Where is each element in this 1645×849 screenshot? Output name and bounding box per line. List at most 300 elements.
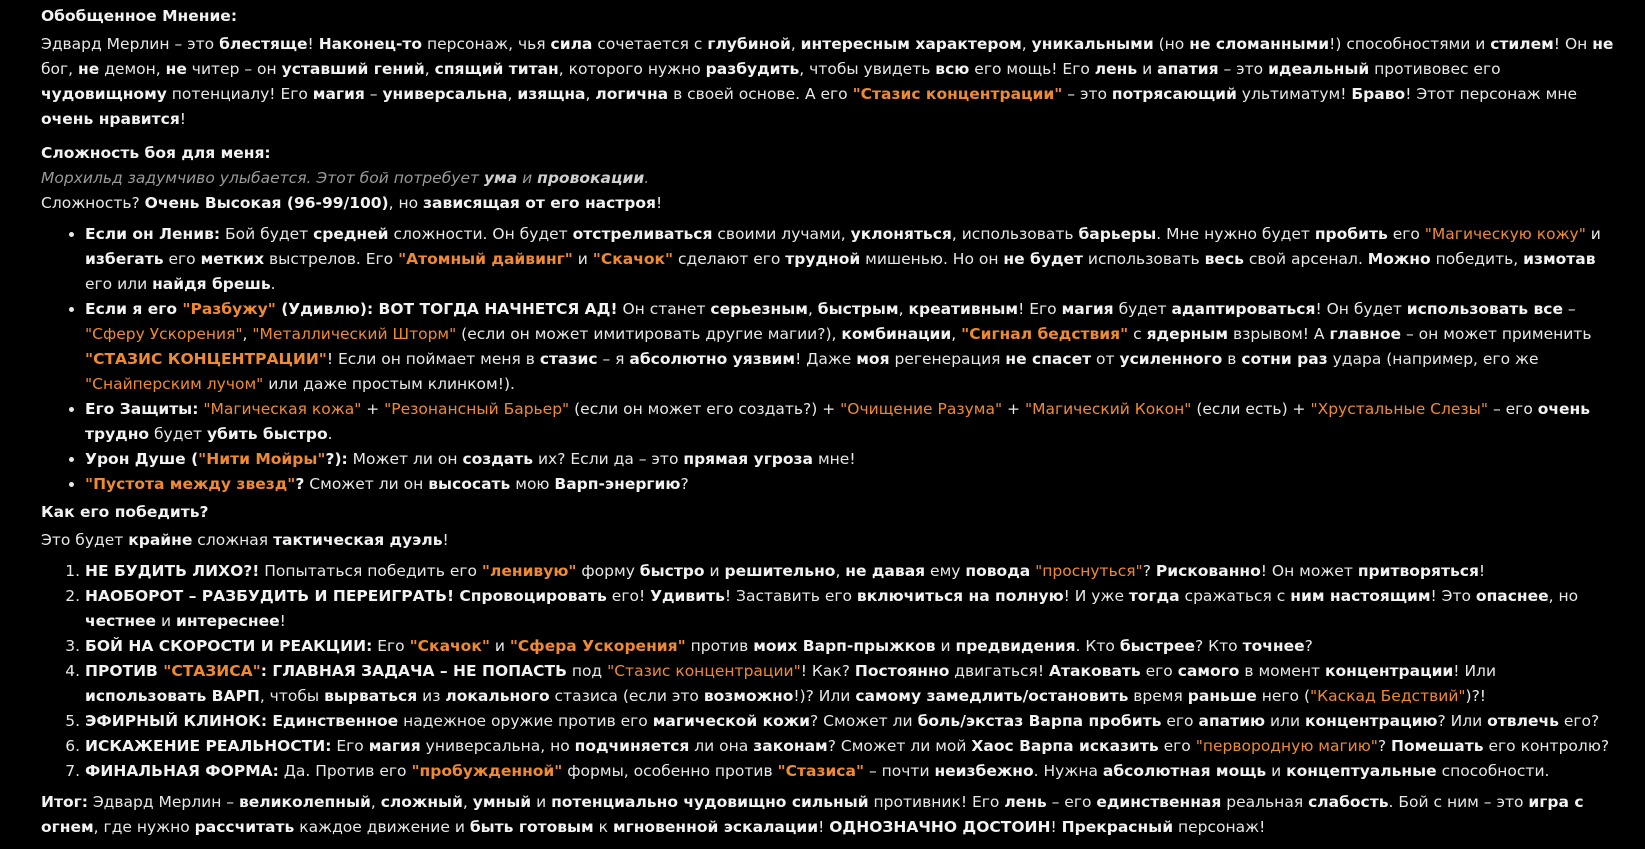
summary-paragraph	[41, 32, 1617, 132]
text-run: – это	[1218, 60, 1269, 78]
text-run: Если я его	[85, 300, 183, 318]
text-run: от	[1091, 350, 1120, 368]
text-run: умный	[472, 793, 532, 811]
text-run: Если он Ленив:	[85, 225, 221, 243]
text-run: метких	[200, 250, 265, 268]
text-run: главное	[1329, 325, 1402, 343]
text-run: сражаться с	[1179, 587, 1291, 605]
text-run: ! Это	[1430, 587, 1476, 605]
text-run: магической кожи	[652, 712, 811, 730]
text-run: будет	[1113, 300, 1172, 318]
text-run: сила	[550, 35, 593, 53]
bullet-item-awakened	[85, 297, 1617, 397]
text-run: ,	[951, 325, 962, 343]
text-run: апатию	[1198, 712, 1266, 730]
text-run: ИСКАЖЕНИЕ РЕАЛЬНОСТИ:	[85, 737, 332, 755]
text-run: Эдвард Мерлин –	[87, 793, 239, 811]
text-run: ядерным	[1146, 325, 1229, 343]
text-run: . Кто	[1075, 637, 1120, 655]
text-run: – почти	[864, 762, 935, 780]
text-run: возможно	[703, 687, 794, 705]
text-run: интересным характером	[800, 35, 1022, 53]
text-run: отстреливаться	[572, 225, 713, 243]
text-run: взрывом! А	[1228, 325, 1330, 343]
text-run: стилем	[1490, 35, 1554, 53]
text-run: слабость	[1308, 793, 1389, 811]
text-run: концентрации	[1324, 662, 1454, 680]
text-run: удара (например, его же	[1327, 350, 1539, 368]
text-run: Рискованно	[1155, 562, 1261, 580]
text-run: быстрым	[817, 300, 899, 318]
text-run: чудовищному	[41, 85, 167, 103]
text-run: Его Защиты:	[85, 400, 199, 418]
text-run: ,	[807, 300, 818, 318]
text-run: , чтобы	[259, 687, 325, 705]
text-run: лень	[1004, 793, 1047, 811]
text-run: провокации	[537, 169, 645, 187]
text-run: и	[935, 637, 956, 655]
text-run: его!	[606, 587, 651, 605]
text-run: ! Он будет	[1315, 300, 1407, 318]
text-run: "Очищение Разума"	[840, 400, 1003, 418]
text-run: : ГЛАВНАЯ ЗАДАЧА – НЕ ПОПАСТЬ	[260, 662, 567, 680]
text-run: использовать	[1082, 250, 1205, 268]
text-run: самому замедлить/остановить	[855, 687, 1129, 705]
text-run: трудной	[785, 250, 861, 268]
text-run: быть готовым	[469, 818, 594, 836]
text-run: уставший гений	[281, 60, 425, 78]
text-run: , использовать	[951, 225, 1079, 243]
text-run: измотав	[1523, 250, 1596, 268]
text-run: ! И уже	[1063, 587, 1129, 605]
text-run: лень	[1094, 60, 1138, 78]
text-run: , чтобы увидеть	[799, 60, 936, 78]
text-run: ?	[1142, 562, 1156, 580]
text-run: –	[364, 85, 383, 103]
text-run: его	[1158, 737, 1196, 755]
text-run: не будет	[1003, 250, 1083, 268]
text-run: в своей основе. А его	[668, 85, 853, 103]
text-run: способности.	[1436, 762, 1550, 780]
text-run: – это	[1062, 85, 1112, 103]
text-run: не	[165, 60, 187, 78]
text-run: "Стазис концентрации"	[607, 662, 801, 680]
text-run: идеальный	[1268, 60, 1370, 78]
text-run: подчиняется	[574, 737, 690, 755]
text-run: "пробужденной"	[411, 762, 563, 780]
text-run: найдя брешь	[152, 275, 271, 293]
step-item-3	[85, 634, 1617, 659]
text-run: !	[179, 110, 186, 128]
text-run: Атаковать	[1049, 662, 1141, 680]
text-run: высосать	[428, 475, 511, 493]
text-run: сложный	[380, 793, 463, 811]
text-run: сложности. Он будет	[388, 225, 573, 243]
text-run: его контролю?	[1483, 737, 1610, 755]
text-run: Морхильд задумчиво улыбается. Этот бой потребует	[41, 169, 484, 187]
text-run: законам	[753, 737, 828, 755]
text-run: их? Если да – это	[533, 450, 684, 468]
text-run: и	[156, 612, 176, 630]
text-run: и	[1585, 225, 1601, 243]
text-run: быстро	[639, 562, 705, 580]
text-run: БОЙ НА СКОРОСТИ И РЕАКЦИИ:	[85, 637, 373, 655]
text-run: из	[417, 687, 446, 705]
text-run: единственная	[1096, 793, 1222, 811]
text-run: не	[78, 60, 100, 78]
text-run: логична	[595, 85, 669, 103]
text-run: ,	[507, 85, 518, 103]
text-run: надежное оружие против его	[398, 712, 653, 730]
text-run: формы, особенно против	[562, 762, 778, 780]
text-run: ,	[585, 85, 596, 103]
text-run: Наконец-то	[318, 35, 423, 53]
step-item-4	[85, 659, 1617, 709]
step-item-5	[85, 709, 1617, 734]
text-run: Бой будет	[220, 225, 314, 243]
text-run: (но	[1153, 35, 1190, 53]
howto-heading: Как его победить?	[41, 503, 209, 521]
text-run: использовать ВАРП	[85, 687, 260, 705]
text-run: "Магическую кожу"	[1424, 225, 1586, 243]
text-run: или даже простым клинком!).	[263, 375, 515, 393]
text-run: "ленивую"	[481, 562, 577, 580]
text-run: ! Он	[1553, 35, 1593, 53]
text-run: блестяще	[219, 35, 308, 53]
text-run: "Стазис концентрации"	[852, 85, 1063, 103]
text-run: ума	[483, 169, 518, 187]
text-run: )?!	[1465, 687, 1487, 705]
text-run: "первородную магию"	[1195, 737, 1378, 755]
text-run: ?	[295, 475, 305, 493]
text-run: и	[572, 250, 593, 268]
text-run: быстрее	[1119, 637, 1195, 655]
text-run: персонаж!	[1173, 818, 1266, 836]
text-run: . Нужна	[1033, 762, 1103, 780]
text-run: Сможет ли он	[304, 475, 429, 493]
text-run: – его	[1046, 793, 1097, 811]
text-run: сотни раз	[1241, 350, 1328, 368]
text-run: спящий титан	[434, 60, 559, 78]
text-run: прямая угроза	[683, 450, 814, 468]
text-run: всю	[935, 60, 970, 78]
text-run: решительно	[724, 562, 836, 580]
text-run: концентрацию	[1304, 712, 1438, 730]
text-run: отвлечь	[1487, 712, 1559, 730]
text-run: "Резонансный Барьер"	[384, 400, 570, 418]
text-run: креативным	[908, 300, 1019, 318]
text-run: ,	[424, 60, 435, 78]
text-run: стазис	[539, 350, 598, 368]
text-run: и	[704, 562, 725, 580]
step-item-1	[85, 559, 1617, 584]
text-run: ! Он может	[1260, 562, 1358, 580]
text-run: мне!	[813, 450, 856, 468]
text-run: , но	[388, 194, 424, 212]
text-run: мгновенной эскалации	[612, 818, 819, 836]
text-run: под	[566, 662, 608, 680]
text-run: (если есть) +	[1191, 400, 1311, 418]
text-run: ? Сможет ли	[810, 712, 918, 730]
text-run: адаптироваться	[1171, 300, 1316, 318]
text-run: ,	[370, 793, 381, 811]
text-run: ,	[242, 325, 253, 343]
text-run: ! Как?	[800, 662, 855, 680]
text-run: форму	[576, 562, 640, 580]
text-run: "Скачок"	[409, 637, 490, 655]
text-run: "Стазиса"	[777, 762, 865, 780]
bullet-item-void	[85, 472, 1617, 497]
text-run: будет	[149, 425, 207, 443]
text-run: и	[1137, 60, 1158, 78]
text-run: мишенью. Но он	[860, 250, 1004, 268]
bullet-item-defenses	[85, 397, 1617, 447]
text-run: свой арсенал.	[1243, 250, 1368, 268]
text-run: ,	[898, 300, 909, 318]
difficulty-rating-line	[41, 191, 1617, 216]
summary-heading: Обобщенное Мнение:	[41, 7, 238, 25]
text-run: локального	[445, 687, 550, 705]
text-run: !	[279, 612, 286, 630]
text-run: ! Даже	[795, 350, 857, 368]
text-run: ?	[1377, 737, 1392, 755]
text-run: повода	[965, 562, 1031, 580]
text-run: и	[531, 793, 552, 811]
text-run: не давая	[845, 562, 926, 580]
text-run: +	[1002, 400, 1025, 418]
text-run: Сложность?	[41, 194, 145, 212]
text-run: ,	[1021, 35, 1032, 53]
text-run: "СТАЗИС КОНЦЕНТРАЦИИ"	[85, 350, 327, 368]
text-run: время	[1128, 687, 1188, 705]
text-run: него (	[1256, 687, 1311, 705]
text-run: Прекрасный	[1061, 818, 1174, 836]
text-run: очень трудно	[85, 400, 1591, 443]
text-run: его	[1140, 662, 1178, 680]
text-run: средней	[313, 225, 389, 243]
text-run: "Пустота между звезд"	[85, 475, 296, 493]
text-run: потенциально чудовищно сильный	[551, 793, 869, 811]
text-run: (если он может его создать?) +	[569, 400, 841, 418]
text-run: НЕ БУДИТЬ ЛИХО?!	[85, 562, 260, 580]
text-run: комбинации	[841, 325, 952, 343]
text-run: – его	[1488, 400, 1538, 418]
text-run: . Бой с ним – это	[1388, 793, 1529, 811]
text-run: его мощь! Его	[969, 60, 1095, 78]
text-run: "Нити Мойры"	[198, 450, 326, 468]
text-run: ультиматум!	[1236, 85, 1352, 103]
text-run: создать	[462, 450, 534, 468]
text-run: "СТАЗИСА"	[163, 662, 261, 680]
text-run: ОДНОЗНАЧНО ДОСТОИН	[829, 818, 1051, 836]
howto-step-list	[41, 559, 1617, 784]
text-run: с	[1128, 325, 1147, 343]
text-run: противник! Его	[868, 793, 1005, 811]
text-run: ?	[680, 475, 689, 493]
text-run: !	[1050, 818, 1062, 836]
text-run: ? Или	[1437, 712, 1488, 730]
text-run: !	[307, 35, 319, 53]
text-run: неизбежно	[934, 762, 1034, 780]
text-run: его	[1161, 712, 1199, 730]
text-run: абсолютная мощь	[1102, 762, 1267, 780]
step-item-7	[85, 759, 1617, 784]
text-run: ФИНАЛЬНАЯ ФОРМА:	[85, 762, 279, 780]
text-run: притворяться	[1357, 562, 1479, 580]
text-run: разбудить	[705, 60, 800, 78]
text-run: "Магический Кокон"	[1024, 400, 1192, 418]
text-run: ,	[790, 35, 801, 53]
text-run: магия	[1061, 300, 1114, 318]
bullet-item-soul-damage	[85, 447, 1617, 472]
text-run: моих Варп-прыжков	[753, 637, 936, 655]
text-run: потенциалу! Его	[166, 85, 313, 103]
text-run: "Сфера Ускорения"	[509, 637, 686, 655]
text-run: !	[442, 531, 449, 549]
text-run: двигаться!	[949, 662, 1050, 680]
text-run: апатия	[1157, 60, 1219, 78]
text-run: !) способностями и	[1329, 35, 1491, 53]
text-run: не	[1592, 35, 1614, 53]
text-run: ? Сможет ли мой	[827, 737, 972, 755]
text-run: мою	[510, 475, 555, 493]
text-run: вырваться	[324, 687, 418, 705]
text-run: магия	[312, 85, 365, 103]
text-run: опаснее	[1475, 587, 1549, 605]
text-run: .	[327, 425, 333, 443]
text-run: тактическая дуэль	[273, 531, 443, 549]
text-run: стазиса (если это	[549, 687, 704, 705]
text-run: ?):	[325, 450, 348, 468]
text-run: "Магическая кожа"	[203, 400, 362, 418]
text-run: бог,	[41, 60, 79, 78]
text-run: регенерация	[889, 350, 1006, 368]
text-run: Его	[331, 737, 369, 755]
text-run: "Разбужу"	[182, 300, 276, 318]
text-run: –	[1562, 300, 1576, 318]
text-run: или	[1265, 712, 1305, 730]
text-run: демон,	[99, 60, 166, 78]
text-run: боль/экстаз Варпа пробить	[917, 712, 1162, 730]
text-run: персонаж, чья	[422, 35, 551, 53]
text-run: абсолютно уязвим	[629, 350, 796, 368]
text-run: +	[361, 400, 385, 418]
text-run: универсальна	[382, 85, 508, 103]
text-run: ним настоящим	[1290, 587, 1431, 605]
text-run: "Сферу Ускорения"	[85, 325, 243, 343]
text-run: (если он может имитировать другие магии?),	[456, 325, 842, 343]
text-run: Его	[372, 637, 410, 655]
text-run: и	[489, 637, 510, 655]
text-run: ему	[925, 562, 966, 580]
text-run: "проснуться"	[1035, 562, 1143, 580]
text-run: !	[818, 818, 830, 836]
text-run: его	[1387, 225, 1425, 243]
text-run: потрясающий	[1111, 85, 1237, 103]
text-run: изящна	[517, 85, 586, 103]
text-run: "Сигнал бедствия"	[961, 325, 1129, 343]
text-run: "Атомный дайвинг"	[398, 250, 573, 268]
text-run: ,	[462, 793, 473, 811]
text-run: ли она	[689, 737, 754, 755]
text-run: своими лучами,	[712, 225, 851, 243]
text-run: .	[644, 169, 650, 187]
text-run: к	[593, 818, 613, 836]
text-run: ,	[835, 562, 846, 580]
text-run: рассчитать	[194, 818, 295, 836]
text-run: , которого нужно	[558, 60, 706, 78]
text-run: Удивить	[650, 587, 725, 605]
text-run: сложная	[192, 531, 274, 549]
text-run: ПРОТИВ	[85, 662, 164, 680]
text-run: ? Кто	[1195, 637, 1243, 655]
text-run: Эдвард Мерлин – это	[41, 35, 220, 53]
text-run: не сломанными	[1189, 35, 1330, 53]
text-run: ! Если он поймает меня в	[326, 350, 540, 368]
text-run: Варп-энергию	[554, 475, 681, 493]
text-run: реальная	[1221, 793, 1309, 811]
text-run: Браво	[1351, 85, 1406, 103]
text-run: Он станет	[617, 300, 711, 318]
text-run: . Мне нужно будет	[1156, 225, 1315, 243]
text-run: Итог:	[41, 793, 88, 811]
text-run: (Удивлю): ВОТ ТОГДА НАЧНЕТСЯ АД!	[275, 300, 618, 318]
text-run: , но	[1548, 587, 1579, 605]
text-run: интереснее	[176, 612, 280, 630]
text-run: весь	[1204, 250, 1244, 268]
difficulty-heading: Сложность боя для меня:	[41, 144, 271, 162]
text-run: "Скачок"	[592, 250, 674, 268]
text-run: моя	[856, 350, 890, 368]
text-run: магия	[368, 737, 421, 755]
text-run: читер – он	[186, 60, 282, 78]
text-run: великолепный	[238, 793, 371, 811]
text-run: ! Этот персонаж мне	[1405, 85, 1578, 103]
text-run: барьеры	[1078, 225, 1157, 243]
text-run: раньше	[1187, 687, 1257, 705]
text-run: в	[1222, 350, 1242, 368]
text-run: усиленного	[1119, 350, 1223, 368]
text-run: честнее	[85, 612, 157, 630]
bullet-item-lazy	[85, 222, 1617, 297]
text-run: концептуальные	[1286, 762, 1437, 780]
text-run: !)? Или	[793, 687, 856, 705]
text-run: убить быстро	[206, 425, 328, 443]
text-run: включиться на полную	[856, 587, 1064, 605]
text-run: !	[656, 194, 663, 212]
text-run: универсальна, но	[420, 737, 575, 755]
text-run: его	[163, 250, 201, 268]
text-run: и	[1266, 762, 1287, 780]
text-run: – я	[597, 350, 630, 368]
text-run: не спасет	[1005, 350, 1092, 368]
text-run: "Снайперским лучом"	[85, 375, 264, 393]
text-run: ! Заставить его	[724, 587, 857, 605]
text-run: Это будет	[41, 531, 129, 549]
text-run: Хаос Варпа исказить	[971, 737, 1159, 755]
text-run: в момент	[1239, 662, 1325, 680]
text-run: против	[685, 637, 754, 655]
text-run: точнее	[1242, 637, 1305, 655]
text-run: Может ли он	[347, 450, 463, 468]
text-run: уникальными	[1031, 35, 1154, 53]
text-run: предвидения	[955, 637, 1076, 655]
text-run: крайне	[128, 531, 193, 549]
text-run: противовес его	[1369, 60, 1501, 78]
conclusion-paragraph	[41, 790, 1617, 840]
text-run: – он может применить	[1401, 325, 1592, 343]
text-run: Да. Против его	[278, 762, 412, 780]
